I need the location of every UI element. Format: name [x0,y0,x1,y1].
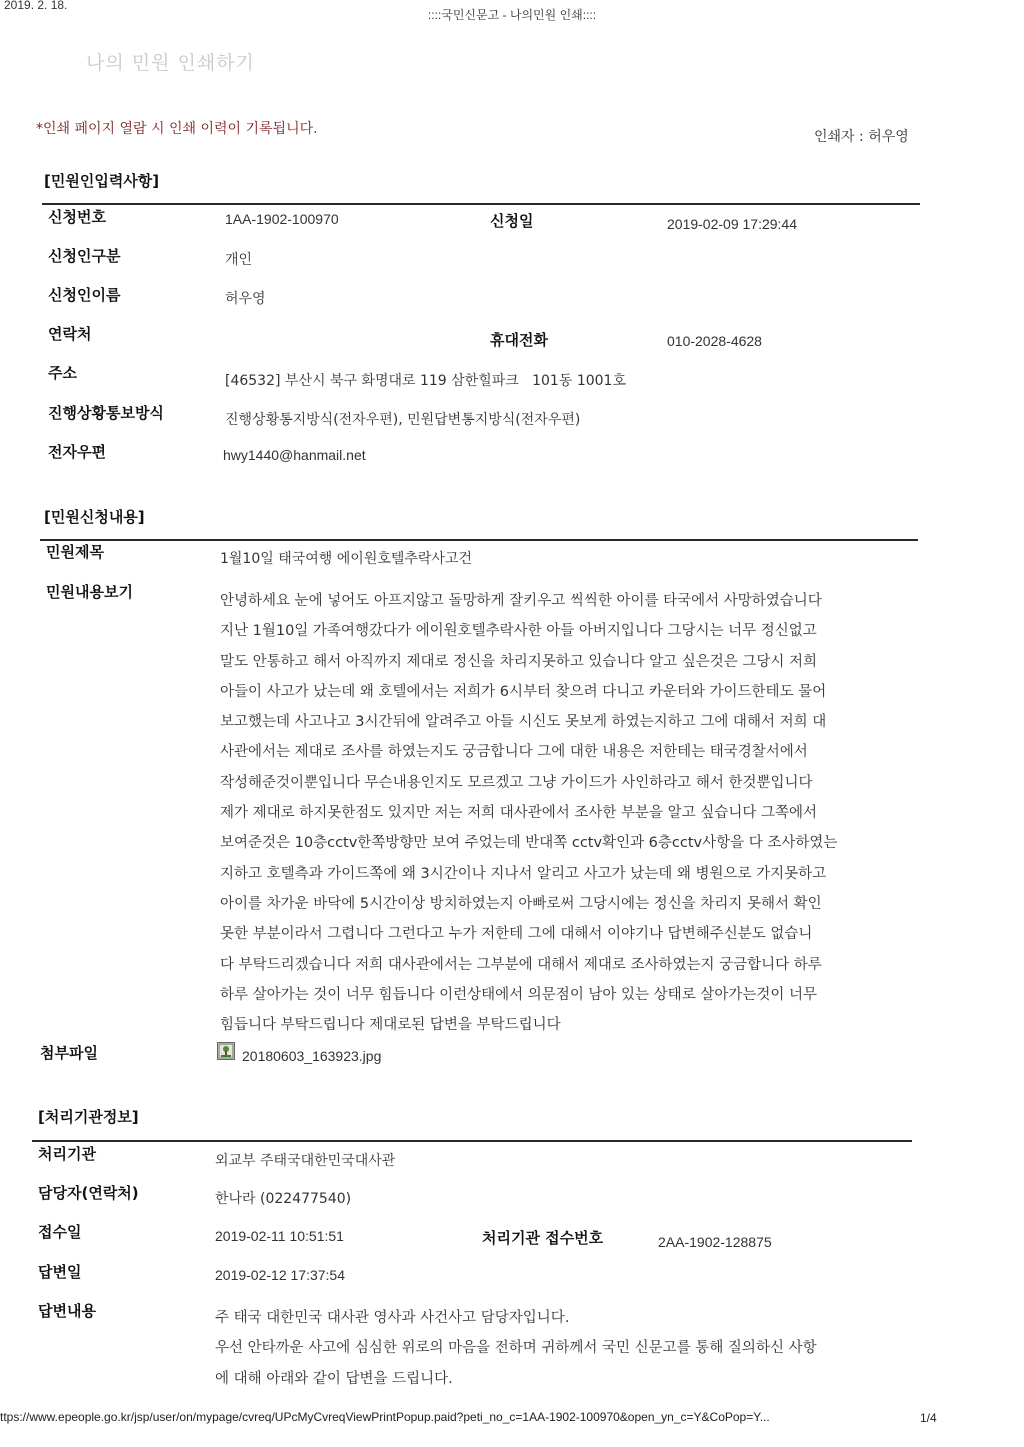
content-line: 작성해준것이뿐입니다 무슨내용인지도 모르겠고 그냥 가이드가 사인하라고 해서 한것뿐입니다 [220,774,813,791]
mobile-value: 010-2028-4628 [667,333,762,349]
applicant-section-title: [민원인입력사항] [44,172,160,190]
content-line: 하루 살아가는 것이 너무 힘듭니다 이런상태에서 의문점이 남아 있는 상태로 살아가는것이 너무 [220,986,817,1003]
content-line: 말도 안통하고 해서 아직까지 제대로 정신을 차리지못하고 있습니다 알고 싶은것은 그당시 저희 [220,653,817,670]
footer-page-number: 1/4 [920,1411,937,1425]
content-line: 제가 제대로 하지못한점도 있지만 저는 저희 대사관에서 조사한 부분을 알고 싶습니다 그쪽에서 [220,805,817,822]
received-date-label: 접수일 [38,1223,82,1241]
content-line: 아이를 차가운 바닥에 5시간이상 방치하였는지 아빠로써 그당시에는 정신을 차리지 못해서 확인 [220,895,822,912]
applicant-name-label: 신청인이름 [48,286,121,304]
content-line: 지난 1월10일 가족여행갔다가 에이원호텔추락사한 아들 아버지입니다 그당시는 너무 정신없고 [220,623,817,640]
content-line: 못한 부분이라서 그렵니다 그런다고 누가 저한테 그에 대해서 이야기나 답변해주신분도 없습니 [220,926,813,943]
receipt-no-label: 처리기관 접수번호 [482,1229,604,1247]
page-heading: 나의 민원 인쇄하기 [86,52,255,74]
answer-line: 주 태국 대한민국 대사관 영사과 사건사고 담당자입니다. [215,1310,570,1326]
agency-section-rule [32,1140,912,1142]
content-line: 보고했는데 사고나고 3시간뒤에 알려주고 아들 시신도 못보게 하였는지하고 그에 대해서 저희 대 [220,714,827,731]
address-label: 주소 [48,364,77,382]
print-notice: *인쇄 페이지 열람 시 인쇄 이력이 기록됩니다. [36,121,318,137]
notify-method-value: 진행상황통지방식(전자우편), 민원답변통지방식(전자우편) [225,412,581,428]
content-label: 민원내용보기 [46,583,133,601]
content-line: 다 부탁드리겠습니다 저희 대사관에서는 그부분에 대해서 제대로 조사하였는지 궁금합니다 하루 [220,956,822,973]
app-date-value: 2019-02-09 17:29:44 [667,216,797,232]
footer-url: ttps://www.epeople.go.kr/jsp/user/on/mypage/cvreq/UPcMyCvreqViewPrintPopup.paid?peti_no_c=1AA-1902-100970&open_yn_c=Y&CoPop=Y... [0,1410,770,1424]
answer-date-label: 답변일 [38,1263,82,1281]
printer-name: 인쇄자 : 허우영 [814,129,909,145]
answer-line: 우선 안타까운 사고에 심심한 위로의 마음을 전하며 귀하께서 국민 신문고를 통해 질의하신 사항 [215,1340,817,1357]
content-line: 안녕하세요 눈에 넣어도 아프지않고 돌망하게 잘키우고 씩씩한 아이를 타국에서 사망하였습니다 [220,593,822,609]
petition-section-title: [민원신청내용] [44,508,145,526]
content-line: 보여준것은 10층cctv한쪽방향만 보여 주었는데 반대쪽 cctv확인과 6층cctv사항을 다 조사하였는 [220,835,838,852]
print-title: ::::국민신문고 - 나의민원 인쇄:::: [427,8,597,22]
print-date: 2019. 2. 18. [4,0,68,12]
agency-section-title: [처리기관정보] [38,1108,139,1126]
content-line: 사관에서는 제대로 조사를 하였는지도 궁금합니다 그에 대한 내용은 저한테는 태국경찰서에서 [220,744,808,761]
app-no-label: 신청번호 [48,208,106,226]
applicant-type-label: 신청인구분 [48,247,121,265]
agency-value: 외교부 주태국대한민국대사관 [215,1153,396,1169]
answer-line: 에 대해 아래와 같이 답변을 드립니다. [215,1370,453,1387]
manager-label: 담당자(연락처) [38,1184,139,1202]
content-line: 힘듭니다 부탁드립니다 제대로된 답변을 부탁드립니다 [220,1017,561,1034]
answer-body [215,1303,905,1394]
image-file-icon [217,1042,235,1060]
mobile-label: 휴대전화 [490,331,548,349]
subject-label: 민원제목 [46,543,104,561]
answer-label: 답변내용 [38,1302,96,1320]
manager-value: 한나라 (022477540) [215,1191,352,1207]
contact-label: 연락처 [48,325,92,343]
receipt-no-value: 2AA-1902-128875 [658,1234,772,1250]
content-line: 아들이 사고가 났는데 왜 호텔에서는 저희가 6시부터 찾으려 다니고 카운터와 가이드한테도 물어 [220,683,827,700]
app-no-value: 1AA-1902-100970 [225,211,339,227]
content-body [220,586,905,1040]
email-label: 전자우편 [48,443,106,461]
email-value: hwy1440@hanmail.net [223,447,366,463]
address-value: [46532] 부산시 북구 화명대로 119 삼한힐파크 101동 1001호 [225,373,626,389]
content-line: 지하고 호텔측과 가이드쪽에 왜 3시간이나 지나서 알리고 사고가 났는데 왜 병원으로 가지못하고 [220,865,827,882]
attachment-link[interactable]: 20180603_163923.jpg [242,1048,382,1064]
notify-method-label: 진행상황통보방식 [48,404,164,422]
app-date-label: 신청일 [490,212,534,230]
applicant-name-value: 허우영 [225,291,266,307]
attachment-label: 첨부파일 [40,1044,98,1062]
subject-value: 1월10일 태국여행 에이원호텔추락사고건 [220,551,473,567]
applicant-section-rule [42,203,920,205]
applicant-type-value: 개인 [225,252,253,268]
answer-date-value: 2019-02-12 17:37:54 [215,1267,345,1283]
petition-section-rule [40,539,918,541]
received-date-value: 2019-02-11 10:51:51 [215,1228,344,1244]
agency-label: 처리기관 [38,1145,96,1163]
